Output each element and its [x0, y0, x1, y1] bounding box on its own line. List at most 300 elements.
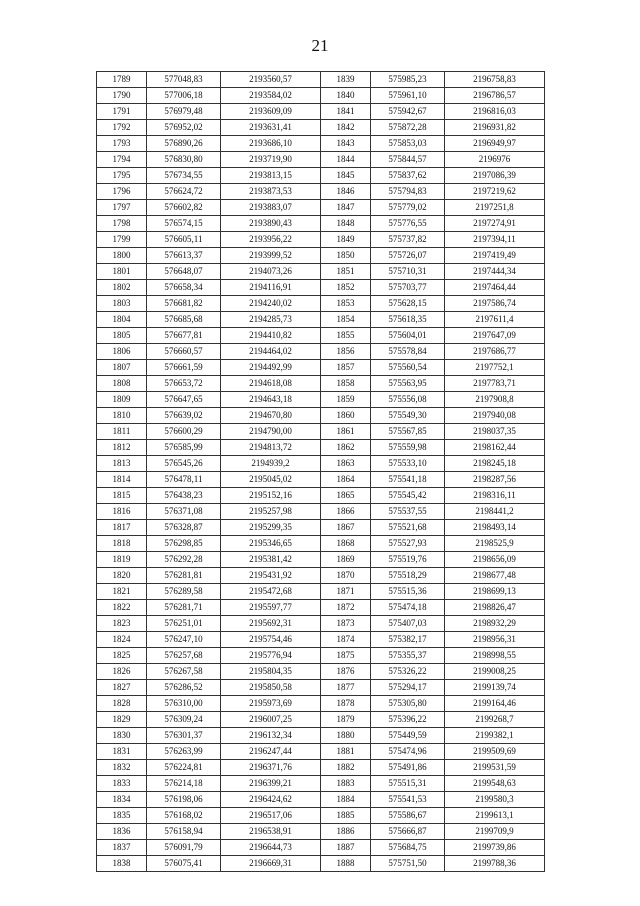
point-number-right-cell: 1882 — [321, 760, 371, 776]
point-number-right-cell: 1879 — [321, 712, 371, 728]
x-coordinate-right-cell: 575961,10 — [371, 88, 445, 104]
x-coordinate-left-cell: 576613,37 — [147, 248, 221, 264]
table-row — [97, 504, 545, 520]
x-coordinate-right-cell: 575521,68 — [371, 520, 445, 536]
y-coordinate-left-cell: 2194073,26 — [221, 264, 321, 280]
y-coordinate-left-cell: 2194492,99 — [221, 360, 321, 376]
x-coordinate-left-cell: 576890,26 — [147, 136, 221, 152]
y-coordinate-left-cell: 2195776,94 — [221, 648, 321, 664]
x-coordinate-left-cell: 577006,18 — [147, 88, 221, 104]
table-row — [97, 536, 545, 552]
y-coordinate-right-cell: 2198037,35 — [445, 424, 545, 440]
point-number-right-cell: 1851 — [321, 264, 371, 280]
table-row — [97, 216, 545, 232]
y-coordinate-right-cell: 2199531,59 — [445, 760, 545, 776]
table-row — [97, 312, 545, 328]
point-number-right-cell: 1844 — [321, 152, 371, 168]
point-number-left-cell: 1836 — [97, 824, 147, 840]
y-coordinate-left-cell: 2193956,22 — [221, 232, 321, 248]
y-coordinate-left-cell: 2196399,21 — [221, 776, 321, 792]
x-coordinate-right-cell: 575737,82 — [371, 232, 445, 248]
point-number-left-cell: 1798 — [97, 216, 147, 232]
x-coordinate-left-cell: 576478,11 — [147, 472, 221, 488]
x-coordinate-right-cell: 575305,80 — [371, 696, 445, 712]
table-row — [97, 408, 545, 424]
y-coordinate-right-cell: 2197274,91 — [445, 216, 545, 232]
y-coordinate-left-cell: 2194670,80 — [221, 408, 321, 424]
x-coordinate-left-cell: 576286,52 — [147, 680, 221, 696]
table-row — [97, 616, 545, 632]
x-coordinate-left-cell: 576371,08 — [147, 504, 221, 520]
x-coordinate-left-cell: 576281,81 — [147, 568, 221, 584]
point-number-right-cell: 1883 — [321, 776, 371, 792]
x-coordinate-right-cell: 575556,08 — [371, 392, 445, 408]
y-coordinate-left-cell: 2193560,57 — [221, 72, 321, 88]
table-row — [97, 360, 545, 376]
x-coordinate-left-cell: 576224,81 — [147, 760, 221, 776]
y-coordinate-right-cell: 2197419,49 — [445, 248, 545, 264]
x-coordinate-left-cell: 576545,26 — [147, 456, 221, 472]
point-number-left-cell: 1832 — [97, 760, 147, 776]
y-coordinate-left-cell: 2195472,68 — [221, 584, 321, 600]
table-row — [97, 152, 545, 168]
table-row — [97, 600, 545, 616]
y-coordinate-left-cell: 2194285,73 — [221, 312, 321, 328]
x-coordinate-right-cell: 575474,96 — [371, 744, 445, 760]
point-number-left-cell: 1796 — [97, 184, 147, 200]
x-coordinate-right-cell: 575844,57 — [371, 152, 445, 168]
table-row — [97, 696, 545, 712]
point-number-left-cell: 1829 — [97, 712, 147, 728]
y-coordinate-right-cell: 2197686,77 — [445, 344, 545, 360]
point-number-right-cell: 1849 — [321, 232, 371, 248]
x-coordinate-left-cell: 576661,59 — [147, 360, 221, 376]
x-coordinate-left-cell: 576830,80 — [147, 152, 221, 168]
point-number-right-cell: 1845 — [321, 168, 371, 184]
table-row — [97, 136, 545, 152]
x-coordinate-right-cell: 575519,76 — [371, 552, 445, 568]
table-row — [97, 728, 545, 744]
point-number-right-cell: 1876 — [321, 664, 371, 680]
x-coordinate-right-cell: 575618,35 — [371, 312, 445, 328]
point-number-left-cell: 1812 — [97, 440, 147, 456]
point-number-left-cell: 1800 — [97, 248, 147, 264]
point-number-left-cell: 1817 — [97, 520, 147, 536]
y-coordinate-right-cell: 2199268,7 — [445, 712, 545, 728]
x-coordinate-right-cell: 575541,18 — [371, 472, 445, 488]
y-coordinate-left-cell: 2195754,46 — [221, 632, 321, 648]
point-number-left-cell: 1815 — [97, 488, 147, 504]
point-number-right-cell: 1856 — [321, 344, 371, 360]
table-row — [97, 520, 545, 536]
x-coordinate-right-cell: 575751,50 — [371, 856, 445, 872]
x-coordinate-right-cell: 575567,85 — [371, 424, 445, 440]
point-number-right-cell: 1862 — [321, 440, 371, 456]
table-row — [97, 184, 545, 200]
table-row — [97, 552, 545, 568]
x-coordinate-left-cell: 576681,82 — [147, 296, 221, 312]
y-coordinate-left-cell: 2193719,90 — [221, 152, 321, 168]
point-number-left-cell: 1822 — [97, 600, 147, 616]
table-row — [97, 632, 545, 648]
y-coordinate-left-cell: 2195850,58 — [221, 680, 321, 696]
table-row — [97, 488, 545, 504]
y-coordinate-left-cell: 2193883,07 — [221, 200, 321, 216]
x-coordinate-right-cell: 575515,36 — [371, 584, 445, 600]
table-row — [97, 712, 545, 728]
x-coordinate-left-cell: 576574,15 — [147, 216, 221, 232]
x-coordinate-right-cell: 575604,01 — [371, 328, 445, 344]
point-number-right-cell: 1888 — [321, 856, 371, 872]
y-coordinate-right-cell: 2196786,57 — [445, 88, 545, 104]
table-row — [97, 344, 545, 360]
x-coordinate-left-cell: 576639,02 — [147, 408, 221, 424]
y-coordinate-left-cell: 2193890,43 — [221, 216, 321, 232]
point-number-right-cell: 1875 — [321, 648, 371, 664]
y-coordinate-right-cell: 2199164,46 — [445, 696, 545, 712]
point-number-left-cell: 1806 — [97, 344, 147, 360]
point-number-left-cell: 1811 — [97, 424, 147, 440]
table-row — [97, 568, 545, 584]
point-number-left-cell: 1838 — [97, 856, 147, 872]
table-row — [97, 200, 545, 216]
table-row — [97, 376, 545, 392]
point-number-right-cell: 1867 — [321, 520, 371, 536]
y-coordinate-left-cell: 2196669,31 — [221, 856, 321, 872]
point-number-left-cell: 1821 — [97, 584, 147, 600]
point-number-right-cell: 1874 — [321, 632, 371, 648]
x-coordinate-right-cell: 575942,67 — [371, 104, 445, 120]
point-number-left-cell: 1804 — [97, 312, 147, 328]
point-number-left-cell: 1810 — [97, 408, 147, 424]
x-coordinate-left-cell: 576292,28 — [147, 552, 221, 568]
table-row — [97, 328, 545, 344]
x-coordinate-right-cell: 575355,37 — [371, 648, 445, 664]
x-coordinate-left-cell: 576585,99 — [147, 440, 221, 456]
y-coordinate-right-cell: 2196949,97 — [445, 136, 545, 152]
y-coordinate-left-cell: 2196517,06 — [221, 808, 321, 824]
y-coordinate-left-cell: 2196538,91 — [221, 824, 321, 840]
y-coordinate-right-cell: 2199008,25 — [445, 664, 545, 680]
table-row — [97, 856, 545, 872]
point-number-right-cell: 1846 — [321, 184, 371, 200]
y-coordinate-left-cell: 2193631,41 — [221, 120, 321, 136]
y-coordinate-right-cell: 2197444,34 — [445, 264, 545, 280]
point-number-left-cell: 1790 — [97, 88, 147, 104]
point-number-left-cell: 1820 — [97, 568, 147, 584]
x-coordinate-right-cell: 575545,42 — [371, 488, 445, 504]
x-coordinate-right-cell: 575837,62 — [371, 168, 445, 184]
x-coordinate-left-cell: 576660,57 — [147, 344, 221, 360]
x-coordinate-right-cell: 575515,31 — [371, 776, 445, 792]
point-number-left-cell: 1795 — [97, 168, 147, 184]
x-coordinate-left-cell: 576198,06 — [147, 792, 221, 808]
point-number-left-cell: 1801 — [97, 264, 147, 280]
table-row — [97, 648, 545, 664]
x-coordinate-right-cell: 575541,53 — [371, 792, 445, 808]
point-number-right-cell: 1841 — [321, 104, 371, 120]
table-row — [97, 296, 545, 312]
y-coordinate-right-cell: 2196976 — [445, 152, 545, 168]
y-coordinate-left-cell: 2196132,34 — [221, 728, 321, 744]
point-number-right-cell: 1865 — [321, 488, 371, 504]
table-row — [97, 168, 545, 184]
y-coordinate-right-cell: 2199613,1 — [445, 808, 545, 824]
point-number-left-cell: 1813 — [97, 456, 147, 472]
x-coordinate-left-cell: 576168,02 — [147, 808, 221, 824]
x-coordinate-right-cell: 575779,02 — [371, 200, 445, 216]
point-number-right-cell: 1864 — [321, 472, 371, 488]
point-number-left-cell: 1802 — [97, 280, 147, 296]
x-coordinate-right-cell: 575586,67 — [371, 808, 445, 824]
x-coordinate-right-cell: 575710,31 — [371, 264, 445, 280]
table-row — [97, 72, 545, 88]
x-coordinate-left-cell: 576734,55 — [147, 168, 221, 184]
x-coordinate-left-cell: 576658,34 — [147, 280, 221, 296]
y-coordinate-right-cell: 2198162,44 — [445, 440, 545, 456]
point-number-right-cell: 1885 — [321, 808, 371, 824]
x-coordinate-left-cell: 576158,94 — [147, 824, 221, 840]
coordinates-table-body — [97, 72, 545, 872]
y-coordinate-right-cell: 2198998,55 — [445, 648, 545, 664]
point-number-left-cell: 1793 — [97, 136, 147, 152]
point-number-left-cell: 1827 — [97, 680, 147, 696]
x-coordinate-right-cell: 575872,28 — [371, 120, 445, 136]
table-row — [97, 392, 545, 408]
y-coordinate-right-cell: 2197219,62 — [445, 184, 545, 200]
y-coordinate-right-cell: 2197940,08 — [445, 408, 545, 424]
x-coordinate-right-cell: 575985,23 — [371, 72, 445, 88]
table-row — [97, 792, 545, 808]
x-coordinate-right-cell: 575449,59 — [371, 728, 445, 744]
point-number-right-cell: 1884 — [321, 792, 371, 808]
point-number-right-cell: 1843 — [321, 136, 371, 152]
x-coordinate-right-cell: 575559,98 — [371, 440, 445, 456]
x-coordinate-right-cell: 575560,54 — [371, 360, 445, 376]
y-coordinate-left-cell: 2193686,10 — [221, 136, 321, 152]
y-coordinate-right-cell: 2197908,8 — [445, 392, 545, 408]
y-coordinate-left-cell: 2195346,65 — [221, 536, 321, 552]
y-coordinate-right-cell: 2198287,56 — [445, 472, 545, 488]
y-coordinate-right-cell: 2198316,11 — [445, 488, 545, 504]
y-coordinate-left-cell: 2193609,09 — [221, 104, 321, 120]
y-coordinate-left-cell: 2195597,77 — [221, 600, 321, 616]
x-coordinate-right-cell: 575533,10 — [371, 456, 445, 472]
y-coordinate-right-cell: 2199580,3 — [445, 792, 545, 808]
x-coordinate-left-cell: 576952,02 — [147, 120, 221, 136]
x-coordinate-right-cell: 575396,22 — [371, 712, 445, 728]
x-coordinate-left-cell: 576289,58 — [147, 584, 221, 600]
y-coordinate-right-cell: 2198493,14 — [445, 520, 545, 536]
point-number-right-cell: 1872 — [321, 600, 371, 616]
y-coordinate-left-cell: 2194464,02 — [221, 344, 321, 360]
point-number-right-cell: 1870 — [321, 568, 371, 584]
y-coordinate-left-cell: 2195152,16 — [221, 488, 321, 504]
x-coordinate-left-cell: 576214,18 — [147, 776, 221, 792]
table-row — [97, 808, 545, 824]
y-coordinate-left-cell: 2194813,72 — [221, 440, 321, 456]
y-coordinate-left-cell: 2194116,91 — [221, 280, 321, 296]
y-coordinate-left-cell: 2195973,69 — [221, 696, 321, 712]
point-number-right-cell: 1855 — [321, 328, 371, 344]
x-coordinate-left-cell: 576281,71 — [147, 600, 221, 616]
point-number-left-cell: 1789 — [97, 72, 147, 88]
table-row — [97, 584, 545, 600]
table-row — [97, 424, 545, 440]
x-coordinate-left-cell: 576624,72 — [147, 184, 221, 200]
point-number-right-cell: 1857 — [321, 360, 371, 376]
coordinates-table — [96, 71, 545, 872]
point-number-right-cell: 1877 — [321, 680, 371, 696]
point-number-left-cell: 1819 — [97, 552, 147, 568]
point-number-left-cell: 1797 — [97, 200, 147, 216]
point-number-right-cell: 1887 — [321, 840, 371, 856]
point-number-right-cell: 1868 — [321, 536, 371, 552]
point-number-left-cell: 1809 — [97, 392, 147, 408]
x-coordinate-right-cell: 575527,93 — [371, 536, 445, 552]
point-number-left-cell: 1826 — [97, 664, 147, 680]
y-coordinate-right-cell: 2199139,74 — [445, 680, 545, 696]
x-coordinate-left-cell: 576251,01 — [147, 616, 221, 632]
table-row — [97, 840, 545, 856]
x-coordinate-right-cell: 575703,77 — [371, 280, 445, 296]
point-number-left-cell: 1792 — [97, 120, 147, 136]
table-row — [97, 248, 545, 264]
x-coordinate-left-cell: 576301,37 — [147, 728, 221, 744]
point-number-left-cell: 1835 — [97, 808, 147, 824]
y-coordinate-right-cell: 2197394,11 — [445, 232, 545, 248]
point-number-right-cell: 1852 — [321, 280, 371, 296]
y-coordinate-right-cell: 2199548,63 — [445, 776, 545, 792]
point-number-right-cell: 1873 — [321, 616, 371, 632]
y-coordinate-left-cell: 2196424,62 — [221, 792, 321, 808]
y-coordinate-right-cell: 2199739,86 — [445, 840, 545, 856]
x-coordinate-left-cell: 576257,68 — [147, 648, 221, 664]
y-coordinate-left-cell: 2195257,98 — [221, 504, 321, 520]
table-row — [97, 472, 545, 488]
y-coordinate-right-cell: 2197611,4 — [445, 312, 545, 328]
point-number-right-cell: 1869 — [321, 552, 371, 568]
y-coordinate-left-cell: 2193584,02 — [221, 88, 321, 104]
y-coordinate-right-cell: 2197752,1 — [445, 360, 545, 376]
point-number-right-cell: 1881 — [321, 744, 371, 760]
point-number-right-cell: 1853 — [321, 296, 371, 312]
point-number-right-cell: 1854 — [321, 312, 371, 328]
point-number-right-cell: 1878 — [321, 696, 371, 712]
point-number-right-cell: 1839 — [321, 72, 371, 88]
point-number-left-cell: 1808 — [97, 376, 147, 392]
y-coordinate-left-cell: 2195431,92 — [221, 568, 321, 584]
point-number-left-cell: 1805 — [97, 328, 147, 344]
point-number-left-cell: 1807 — [97, 360, 147, 376]
point-number-right-cell: 1847 — [321, 200, 371, 216]
x-coordinate-left-cell: 576298,85 — [147, 536, 221, 552]
point-number-right-cell: 1866 — [321, 504, 371, 520]
x-coordinate-right-cell: 575853,03 — [371, 136, 445, 152]
point-number-left-cell: 1823 — [97, 616, 147, 632]
point-number-left-cell: 1837 — [97, 840, 147, 856]
point-number-left-cell: 1833 — [97, 776, 147, 792]
point-number-left-cell: 1814 — [97, 472, 147, 488]
y-coordinate-left-cell: 2196644,73 — [221, 840, 321, 856]
y-coordinate-right-cell: 2197647,09 — [445, 328, 545, 344]
x-coordinate-right-cell: 575549,30 — [371, 408, 445, 424]
y-coordinate-left-cell: 2195381,42 — [221, 552, 321, 568]
x-coordinate-left-cell: 576600,29 — [147, 424, 221, 440]
point-number-left-cell: 1818 — [97, 536, 147, 552]
y-coordinate-left-cell: 2195299,35 — [221, 520, 321, 536]
point-number-right-cell: 1886 — [321, 824, 371, 840]
x-coordinate-left-cell: 576309,24 — [147, 712, 221, 728]
y-coordinate-right-cell: 2196758,83 — [445, 72, 545, 88]
y-coordinate-right-cell: 2199709,9 — [445, 824, 545, 840]
x-coordinate-right-cell: 575491,86 — [371, 760, 445, 776]
y-coordinate-right-cell: 2197086,39 — [445, 168, 545, 184]
point-number-right-cell: 1842 — [321, 120, 371, 136]
y-coordinate-right-cell: 2198826,47 — [445, 600, 545, 616]
x-coordinate-right-cell: 575537,55 — [371, 504, 445, 520]
point-number-right-cell: 1880 — [321, 728, 371, 744]
x-coordinate-right-cell: 575563,95 — [371, 376, 445, 392]
x-coordinate-left-cell: 576605,11 — [147, 232, 221, 248]
y-coordinate-left-cell: 2194240,02 — [221, 296, 321, 312]
y-coordinate-right-cell: 2196816,03 — [445, 104, 545, 120]
point-number-left-cell: 1834 — [97, 792, 147, 808]
table-row — [97, 664, 545, 680]
point-number-left-cell: 1830 — [97, 728, 147, 744]
point-number-left-cell: 1824 — [97, 632, 147, 648]
y-coordinate-left-cell: 2196371,76 — [221, 760, 321, 776]
table-row — [97, 760, 545, 776]
y-coordinate-right-cell: 2198932,29 — [445, 616, 545, 632]
table-row — [97, 88, 545, 104]
point-number-right-cell: 1861 — [321, 424, 371, 440]
x-coordinate-right-cell: 575474,18 — [371, 600, 445, 616]
table-row — [97, 232, 545, 248]
x-coordinate-left-cell: 576979,48 — [147, 104, 221, 120]
table-row — [97, 264, 545, 280]
table-row — [97, 744, 545, 760]
x-coordinate-left-cell: 576677,81 — [147, 328, 221, 344]
y-coordinate-right-cell: 2198525,9 — [445, 536, 545, 552]
y-coordinate-left-cell: 2195692,31 — [221, 616, 321, 632]
point-number-left-cell: 1791 — [97, 104, 147, 120]
point-number-left-cell: 1799 — [97, 232, 147, 248]
point-number-right-cell: 1850 — [321, 248, 371, 264]
y-coordinate-right-cell: 2197251,8 — [445, 200, 545, 216]
point-number-right-cell: 1840 — [321, 88, 371, 104]
y-coordinate-right-cell: 2198699,13 — [445, 584, 545, 600]
y-coordinate-left-cell: 2194939,2 — [221, 456, 321, 472]
y-coordinate-left-cell: 2194643,18 — [221, 392, 321, 408]
y-coordinate-left-cell: 2194410,82 — [221, 328, 321, 344]
table-row — [97, 456, 545, 472]
y-coordinate-left-cell: 2193873,53 — [221, 184, 321, 200]
x-coordinate-right-cell: 575794,83 — [371, 184, 445, 200]
x-coordinate-left-cell: 576075,41 — [147, 856, 221, 872]
x-coordinate-right-cell: 575776,55 — [371, 216, 445, 232]
x-coordinate-right-cell: 575407,03 — [371, 616, 445, 632]
y-coordinate-left-cell: 2195045,02 — [221, 472, 321, 488]
y-coordinate-right-cell: 2198245,18 — [445, 456, 545, 472]
x-coordinate-right-cell: 575518,29 — [371, 568, 445, 584]
point-number-left-cell: 1816 — [97, 504, 147, 520]
x-coordinate-right-cell: 575726,07 — [371, 248, 445, 264]
point-number-right-cell: 1860 — [321, 408, 371, 424]
point-number-right-cell: 1863 — [321, 456, 371, 472]
point-number-right-cell: 1848 — [321, 216, 371, 232]
y-coordinate-left-cell: 2196007,25 — [221, 712, 321, 728]
